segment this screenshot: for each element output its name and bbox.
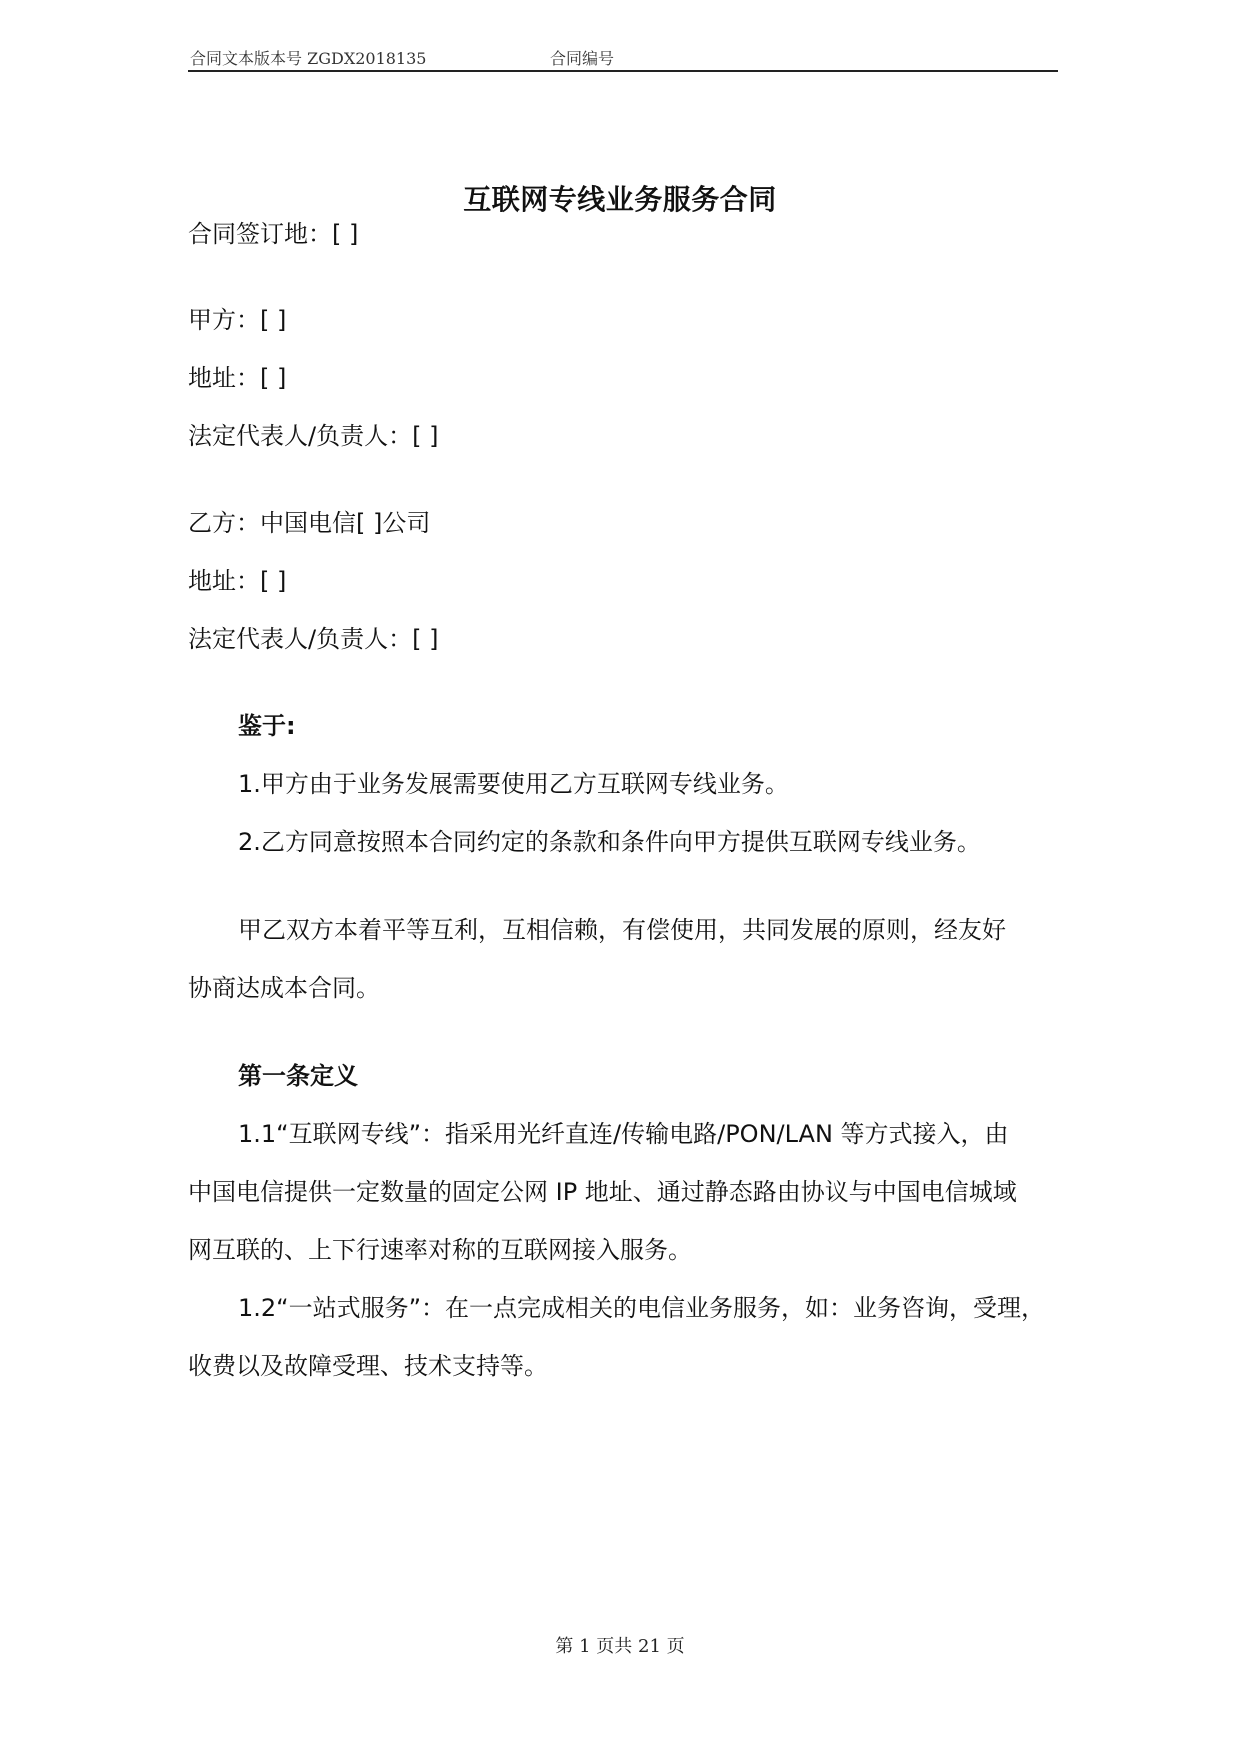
recitals-heading: 鉴于: — [238, 712, 296, 740]
party-a-name: 甲方：[ ] — [188, 306, 287, 334]
contract-version-label: 合同文本版本号 ZGDX2018135 — [190, 49, 427, 68]
contract-number-label: 合同编号 — [550, 49, 615, 68]
party-a-address: 地址：[ ] — [188, 364, 287, 392]
agreement-paragraph-line: 协商达成本合同。 — [188, 974, 380, 1002]
definition-1-1-line: 1.1“互联网专线”：指采用光纤直连/传输电路/PON/LAN 等方式接入，由 — [238, 1120, 1009, 1148]
signing-place: 合同签订地：[ ] — [188, 220, 359, 248]
agreement-paragraph-line: 甲乙双方本着平等互利，互相信赖，有偿使用，共同发展的原则，经友好 — [238, 916, 1006, 944]
party-b-name: 乙方：中国电信[ ]公司 — [188, 509, 431, 537]
definition-1-1-line: 中国电信提供一定数量的固定公网 IP 地址、通过静态路由协议与中国电信城域 — [188, 1178, 1017, 1206]
document-title: 互联网专线业务服务合同 — [463, 183, 777, 216]
article-1-heading: 第一条定义 — [238, 1062, 358, 1090]
party-b-address: 地址：[ ] — [188, 567, 287, 595]
page-header — [188, 44, 1058, 72]
definition-1-2-line: 1.2“一站式服务”：在一点完成相关的电信业务服务，如：业务咨询，受理， — [238, 1294, 1046, 1322]
party-b-representative: 法定代表人/负责人：[ ] — [188, 625, 439, 653]
party-a-representative: 法定代表人/负责人：[ ] — [188, 422, 439, 450]
recital-item: 1.甲方由于业务发展需要使用乙方互联网专线业务。 — [238, 770, 789, 798]
page-number: 第 1 页共 21 页 — [555, 1636, 685, 1657]
recital-item: 2.乙方同意按照本合同约定的条款和条件向甲方提供互联网专线业务。 — [238, 828, 981, 856]
definition-1-1-line: 网互联的、上下行速率对称的互联网接入服务。 — [188, 1236, 692, 1264]
definition-1-2-line: 收费以及故障受理、技术支持等。 — [188, 1352, 548, 1380]
